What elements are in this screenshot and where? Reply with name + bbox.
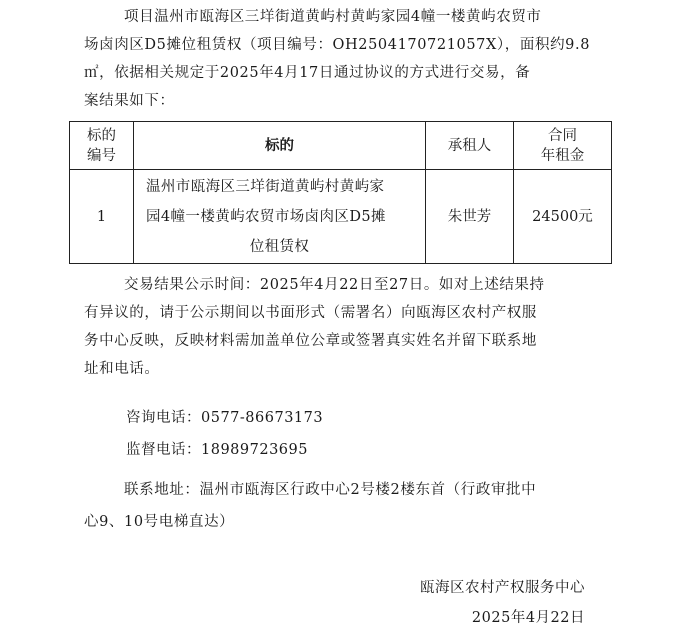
header-subject: 标的 xyxy=(134,122,426,170)
header-index-line2: 编号 xyxy=(87,147,116,164)
cell-subject xyxy=(134,170,426,264)
intro-line: 项目温州市瓯海区三垟街道黄屿村黄屿家园4幢一楼黄屿农贸市 xyxy=(124,9,542,25)
table-row xyxy=(70,170,612,264)
table-header-row xyxy=(70,122,612,170)
subject-line: 位租赁权 xyxy=(249,238,310,255)
signature-org: 瓯海区农村产权服务中心 xyxy=(420,580,585,596)
notice-paragraph xyxy=(84,271,594,383)
header-rent xyxy=(514,122,612,170)
header-index xyxy=(70,122,134,170)
header-rent-line2: 年租金 xyxy=(540,147,585,164)
header-lessee: 承租人 xyxy=(426,122,514,170)
subject-line: 温州市瓯海区三垟街道黄屿村黄屿家 xyxy=(146,178,385,195)
notice-line: 交易结果公示时间：2025年4月22日至27日。如对上述结果持 xyxy=(124,277,545,293)
subject-line: 园4幢一楼黄屿农贸市场卤肉区D5摊 xyxy=(146,208,386,225)
hotline-text: 咨询电话：0577-86673173 xyxy=(126,410,324,426)
header-rent-line1: 合同 xyxy=(548,127,577,144)
contact-address xyxy=(84,474,604,538)
header-index-line1: 标的 xyxy=(87,127,116,144)
cell-lessee: 朱世芳 xyxy=(426,170,514,264)
cell-index: 1 xyxy=(70,170,134,264)
address-line: 联系地址：温州市瓯海区行政中心2号楼2楼东首（行政审批中 xyxy=(124,482,537,498)
notice-line: 址和电话。 xyxy=(84,361,160,377)
notice-line: 务中心反映，反映材料需加盖单位公章或签署真实姓名并留下联系地 xyxy=(84,333,537,349)
intro-line: ㎡，依据相关规定于2025年4月17日通过协议的方式进行交易，备 xyxy=(84,65,531,81)
supervision-hotline-text: 监督电话：18989723695 xyxy=(126,442,308,458)
result-table xyxy=(69,121,612,264)
intro-line: 案结果如下： xyxy=(84,93,175,109)
address-line: 心9、10号电梯直达） xyxy=(84,514,235,530)
signature-date: 2025年4月22日 xyxy=(471,610,585,626)
intro-paragraph xyxy=(84,3,594,115)
cell-rent: 24500元 xyxy=(514,170,612,264)
intro-line: 场卤肉区D5摊位租赁权（项目编号：OH2504170721057X），面积约9.8 xyxy=(84,37,591,53)
notice-line: 有异议的，请于公示期间以书面形式（需署名）向瓯海区农村产权服 xyxy=(84,305,537,321)
